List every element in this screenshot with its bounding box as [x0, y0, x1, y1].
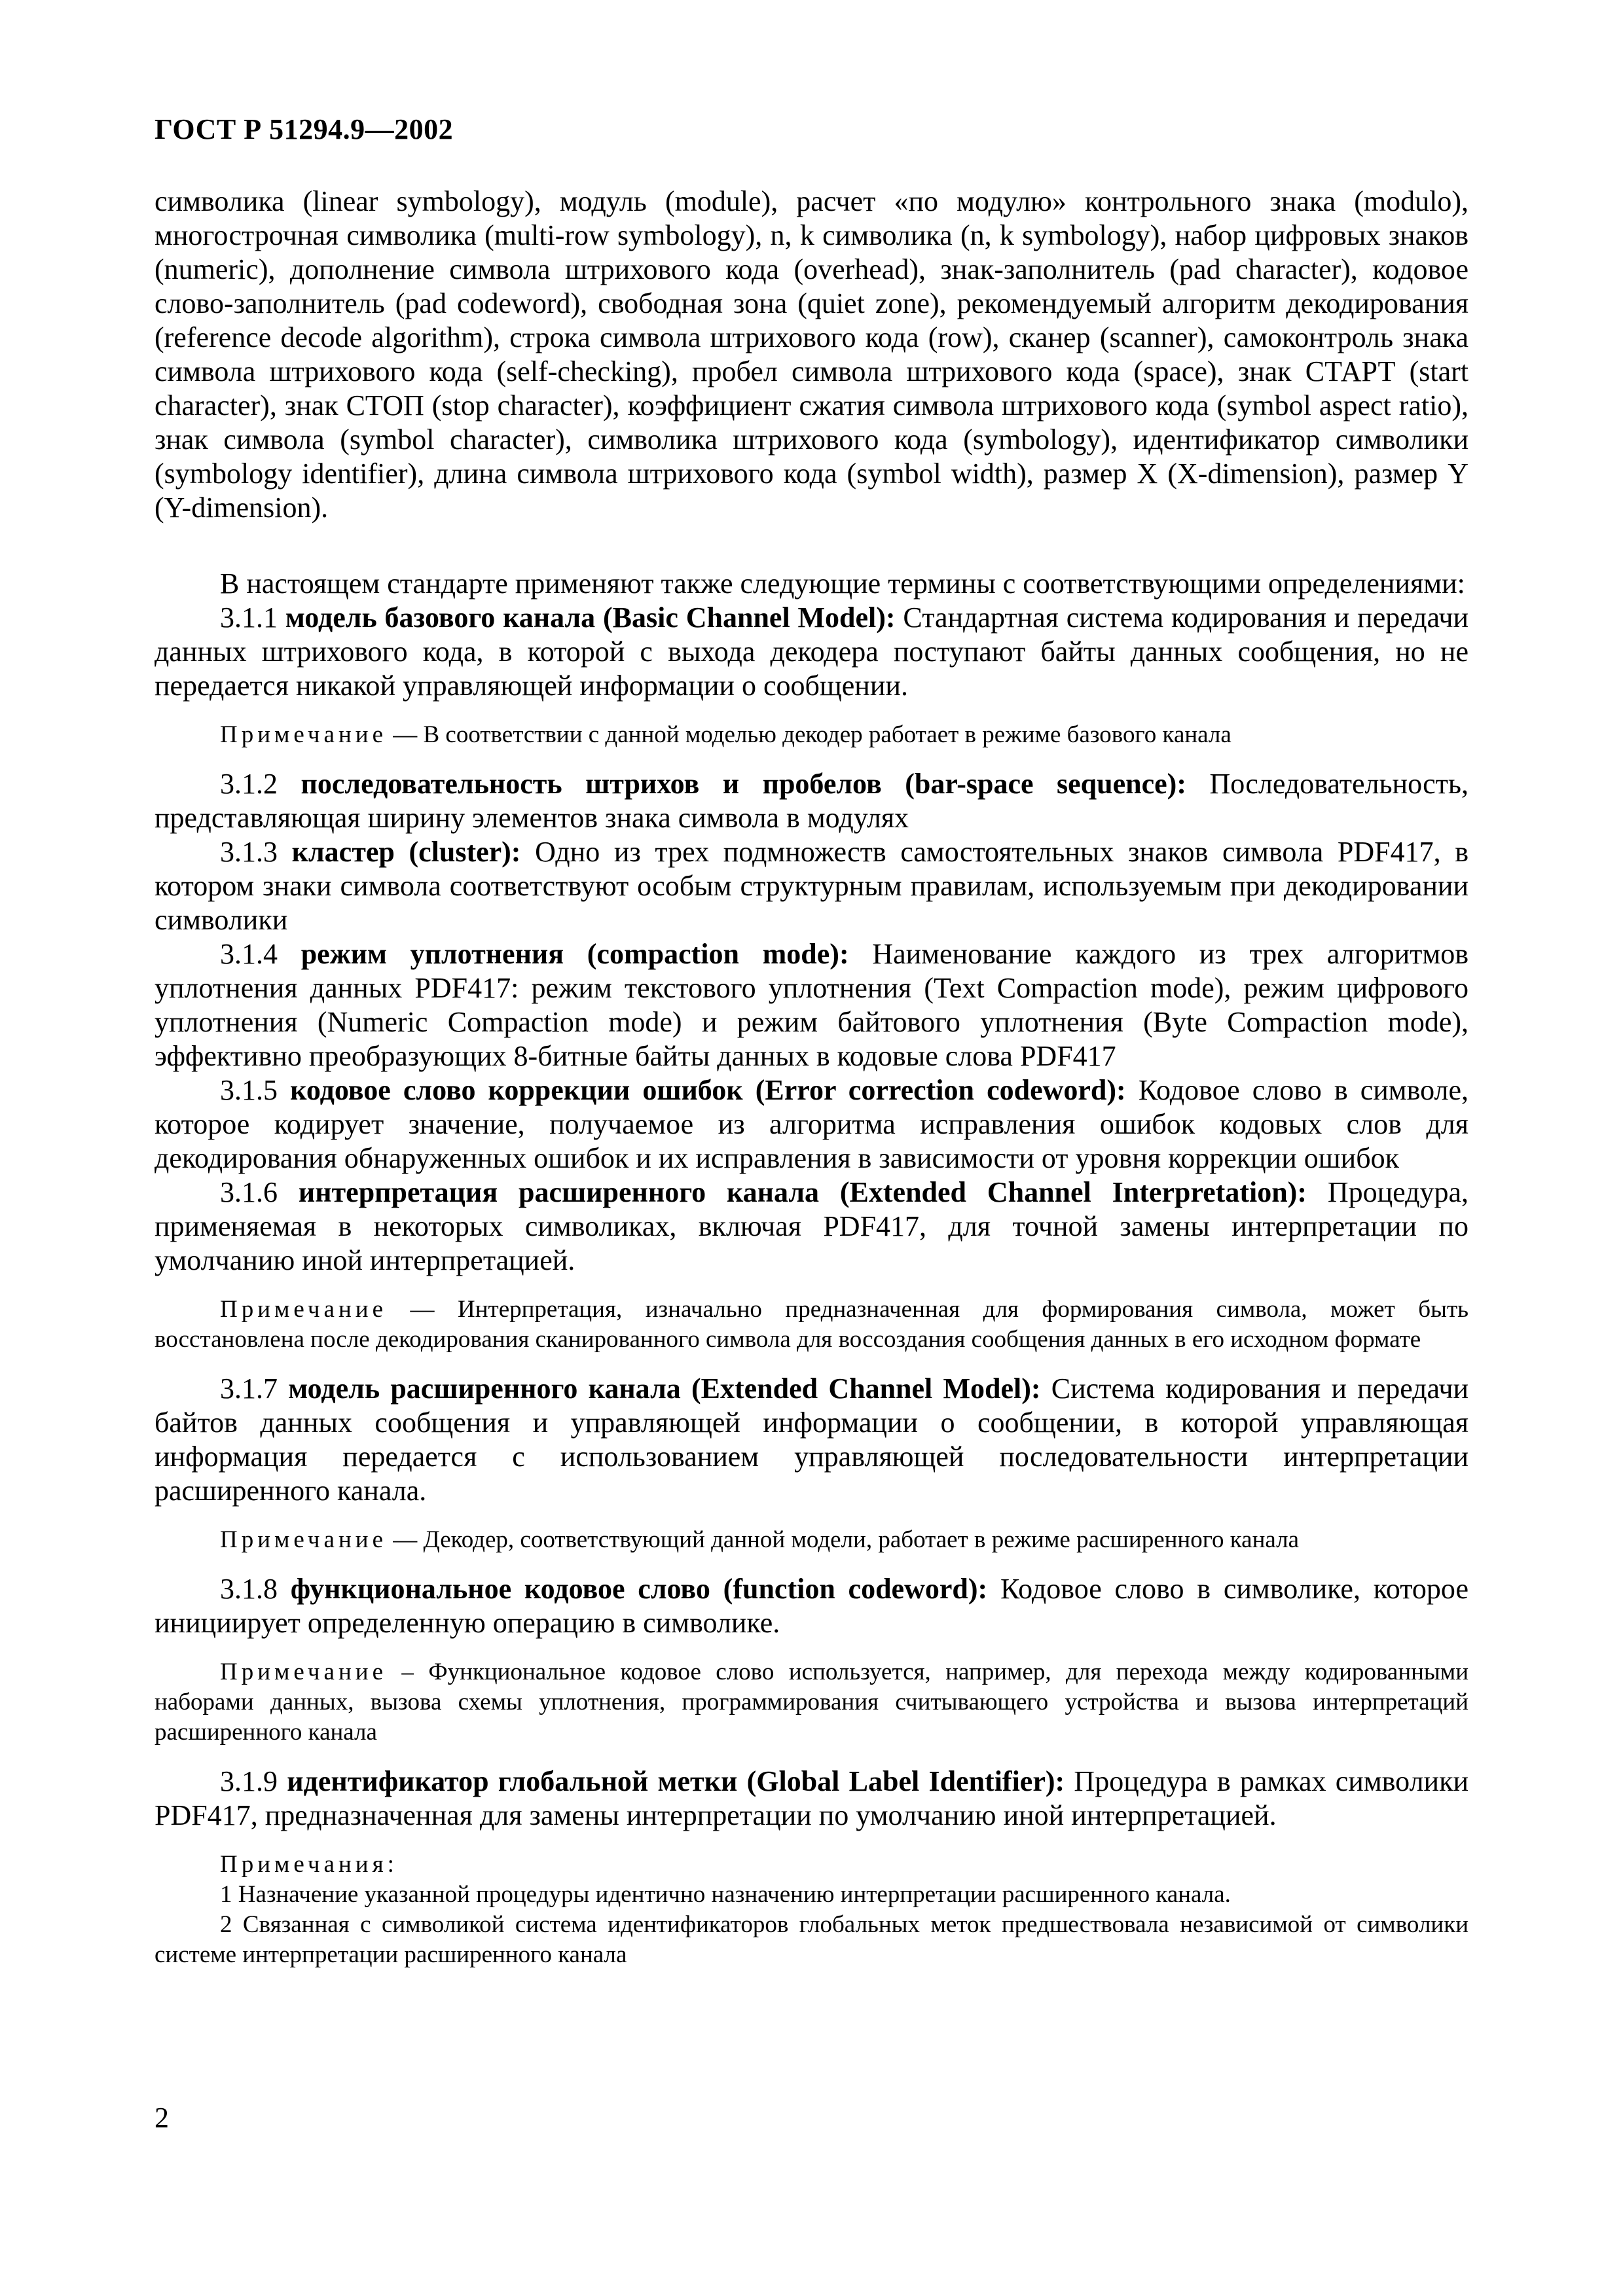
- term-definition: Наименование каждого из трех алгоритмов уплотнения данных PDF417: режим текстового уплотнения (Text Compaction mode), режим цифрового уплотнения (Numeric Compaction mode) и режим байтового уплотнения (Byte Compaction mode), эффективно преобразующих 8-битные байты данных в кодовые слова PDF417: [155, 938, 1469, 1072]
- term-definition: Последовательность, представляющая ширину элементов знака символа в модулях: [155, 768, 1469, 834]
- note-3-1-1: [155, 720, 1468, 750]
- term-title: кластер (cluster):: [291, 836, 521, 868]
- document-header: ГОСТ Р 51294.9—2002: [155, 113, 454, 145]
- term-title: режим уплотнения (compaction mode):: [301, 938, 849, 970]
- term-number: 3.1.9: [220, 1765, 287, 1797]
- term-3-1-3: [155, 835, 1468, 937]
- note-text: — Декодер, соответствующий данной модели, работает в режиме расширенного канала: [387, 1526, 1300, 1553]
- term-title: кодовое слово коррекции ошибок (Error correction codeword):: [290, 1074, 1126, 1106]
- term-3-1-1: [155, 601, 1468, 703]
- note-text: — В соответствии с данной моделью декодер работает в режиме базового канала: [387, 721, 1231, 748]
- term-definition: Процедура, применяемая в некоторых символиках, включая PDF417, для точной замены интерпретации по умолчанию иной интерпретацией.: [155, 1176, 1469, 1276]
- intro-paragraph: символика (linear symbology), модуль (module), расчет «по модулю» контрольного знака (modulo), многострочная символика (multi-row symbology), n, k символика (n, k symbology), набор цифровых знаков (numeric), дополнение символа штрихового кода (overhead), знак-заполнитель (pad character), кодовое слово-заполнитель (pad codeword), свободная зона (quiet zone), рекомендуемый алгоритм декодирования (reference decode algorithm), строка символа штрихового кода (row), сканер (scanner), самоконтроль знака символа штрихового кода (self-checking), пробел символа штрихового кода (space), знак СТАРТ (start character), знак СТОП (stop character), коэффициент сжатия символа штрихового кода (symbol aspect ratio), знак символа (symbol character), символика штрихового кода (symbology), идентификатор символики (symbology identifier), длина символа штрихового кода (symbol width), размер X (X-dimension), размер Y (Y-dimension).: [155, 185, 1468, 524]
- term-number: 3.1.8: [220, 1573, 291, 1605]
- term-title: интерпретация расширенного канала (Extended Channel Interpretation):: [298, 1176, 1307, 1208]
- term-3-1-6: [155, 1175, 1468, 1278]
- note-label: Примечание: [220, 1659, 387, 1685]
- term-3-1-5: [155, 1073, 1468, 1175]
- note-label: Примечание: [220, 721, 387, 748]
- term-3-1-7: [155, 1372, 1468, 1508]
- term-3-1-9: [155, 1765, 1468, 1833]
- term-title: идентификатор глобальной метки (Global Label Identifier):: [287, 1765, 1065, 1797]
- term-title: функциональное кодовое слово (function codeword):: [290, 1573, 988, 1605]
- term-number: 3.1.2: [220, 768, 301, 800]
- term-3-1-8: [155, 1572, 1468, 1640]
- note-label: Примечание: [220, 1526, 387, 1553]
- note-item-1: 1 Назначение указанной процедуры идентично назначению интерпретации расширенного канала.: [220, 1881, 1231, 1908]
- note-3-1-7: [155, 1525, 1468, 1555]
- document-body: [155, 185, 1468, 1970]
- term-title: модель расширенного канала (Extended Channel Model):: [288, 1372, 1041, 1405]
- term-3-1-4: [155, 937, 1468, 1073]
- term-number: 3.1.1: [220, 601, 285, 634]
- definitions-intro: В настоящем стандарте применяют также следующие термины с соответствующими определениями:: [220, 567, 1465, 600]
- term-title: последовательность штрихов и пробелов (bar-space sequence):: [301, 768, 1186, 800]
- note-label: Примечание: [220, 1296, 387, 1323]
- term-number: 3.1.5: [220, 1074, 291, 1106]
- term-number: 3.1.4: [220, 938, 301, 970]
- term-number: 3.1.6: [220, 1176, 299, 1208]
- page-number: 2: [155, 2102, 169, 2134]
- term-definition: Одно из трех подмножеств самостоятельных знаков символа PDF417, в котором знаки символа соответствуют особым структурным правилам, используемым при декодировании символики: [155, 836, 1469, 936]
- term-definition: Система кодирования и передачи байтов данных сообщения и управляющей информации о сообщении, в которой управляющая информация передается с использованием управляющей последовательности интерпретации расширенного канала.: [155, 1372, 1468, 1507]
- term-definition: Стандартная система кодирования и передачи данных штрихового кода, в которой с выхода декодера поступают байты данных сообщения, но не передается никакой управляющей информации о сообщении.: [155, 601, 1468, 702]
- term-number: 3.1.7: [220, 1372, 289, 1405]
- term-definition: Кодовое слово в символе, которое кодирует значение, получаемое из алгоритма исправления ошибок кодовых слов для декодирования обнаруженных ошибок и их исправления в зависимости от уровня коррекции ошибок: [155, 1074, 1468, 1174]
- term-definition: Кодовое слово в символике, которое инициирует определенную операцию в символике.: [155, 1573, 1468, 1639]
- term-number: 3.1.3: [220, 836, 292, 868]
- note-text: — Интерпретация, изначально предназначенная для формирования символа, может быть восстановлена после декодирования сканированного символа для воссоздания сообщения данных в его исходном формате: [155, 1296, 1468, 1353]
- term-title: модель базового канала (Basic Channel Model):: [285, 601, 896, 634]
- notes-heading-3-1-9: Примечания:: [220, 1851, 398, 1878]
- note-3-1-8: [155, 1657, 1468, 1748]
- term-definition: Процедура в рамках символики PDF417, предназначенная для замены интерпретации по умолчанию иной интерпретацией.: [155, 1765, 1468, 1831]
- note-text: – Функциональное кодовое слово используется, например, для перехода между кодированными наборами данных, вызова схемы уплотнения, программирования считывающего устройства и вызова интерпретаций расширенного канала: [155, 1659, 1468, 1746]
- note-3-1-6: [155, 1295, 1468, 1355]
- term-3-1-2: [155, 767, 1468, 835]
- note-item-2: 2 Связанная с символикой система идентификаторов глобальных меток предшествовала независимой от символики системе интерпретации расширенного канала: [155, 1911, 1468, 1968]
